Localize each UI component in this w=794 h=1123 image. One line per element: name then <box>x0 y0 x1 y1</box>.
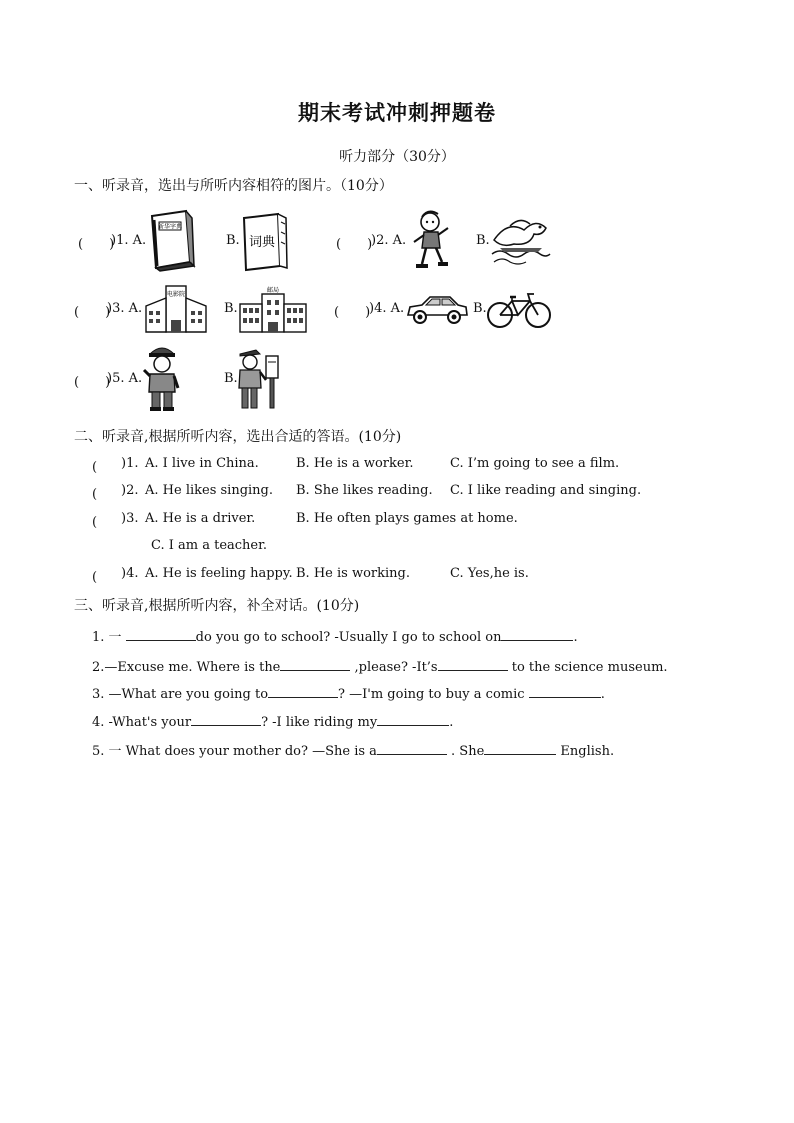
answer-paren-4[interactable]: ( ) <box>334 305 371 320</box>
s3-line-3-part-1: 3. —What are you going to <box>92 687 269 702</box>
s3-line-4-blank-1[interactable] <box>191 711 261 726</box>
s3-line-4 <box>92 711 453 730</box>
s3-line-3 <box>92 683 605 702</box>
s3-line-2-part-1: 2.—Excuse me. Where is the <box>92 660 281 675</box>
answer-paren-2[interactable]: ( ) <box>336 237 373 252</box>
book-cover-text: 词典 <box>248 235 276 250</box>
s2-question-1-option-c[interactable]: C. I’m going to see a film. <box>450 456 620 471</box>
s3-line-2-blank-1[interactable] <box>280 656 350 671</box>
question-1-label: )1. A. <box>111 233 147 248</box>
s3-line-1-part-3: . <box>573 630 578 645</box>
s3-line-4-part-2: ? -I like riding my <box>261 715 378 730</box>
answer-paren-s2-2[interactable]: ( <box>92 487 124 502</box>
s2-question-3-option-b[interactable]: B. He often plays games at home. <box>296 511 518 526</box>
post-office-sign-text: 邮局 <box>266 287 280 294</box>
book-icon <box>240 212 290 272</box>
post-office-icon <box>238 286 308 334</box>
s3-line-2-blank-2[interactable] <box>438 656 508 671</box>
s3-line-4-part-1: 4. -What's your <box>92 715 192 730</box>
s2-question-2-option-c[interactable]: C. I like reading and singing. <box>450 483 642 498</box>
s3-line-2-part-3: to the science museum. <box>507 660 668 675</box>
s2-question-2-option-b[interactable]: B. She likes reading. <box>296 483 433 498</box>
postman-icon <box>234 344 282 412</box>
answer-paren-3[interactable]: ( ) <box>74 305 111 320</box>
s3-line-5 <box>92 740 614 759</box>
s3-line-1 <box>92 626 578 645</box>
question-4-label: )4. A. <box>369 301 405 316</box>
question-2-label: )2. A. <box>371 233 407 248</box>
s3-line-1-part-2: do you go to school? -Usually I go to school on <box>195 630 502 645</box>
question-5-option-b: B. <box>224 371 238 386</box>
answer-paren-1[interactable]: ( ) <box>78 237 115 252</box>
s3-line-5-part-1: 5. 一 What does your mother do? —She is a <box>92 744 377 759</box>
section3-heading: 三、听录音,根据所听内容，补全对话。(10分) <box>74 598 360 614</box>
answer-paren-5[interactable]: ( ) <box>74 375 111 390</box>
s3-line-1-part-1: 1. 一 <box>92 630 126 645</box>
section2-heading: 二、听录音,根据所听内容，选出合适的答语。(10分) <box>74 429 402 445</box>
s2-question-2-option-a[interactable]: A. He likes singing. <box>145 483 274 498</box>
s3-line-4-part-3: . <box>449 715 454 730</box>
question-5-label: )5. A. <box>107 371 143 386</box>
question-3-label: )3. A. <box>107 301 143 316</box>
question-2-option-b: B. <box>476 233 490 248</box>
s3-line-5-blank-1[interactable] <box>377 740 447 755</box>
s3-line-5-part-3: English. <box>556 744 615 759</box>
s2-question-4-option-a[interactable]: A. He is feeling happy. <box>145 566 293 581</box>
answer-paren-s2-1[interactable]: ( <box>92 460 124 475</box>
s3-line-1-blank-1[interactable] <box>126 626 196 641</box>
s2-question-4-option-b[interactable]: B. He is working. <box>296 566 410 581</box>
question-3-option-b: B. <box>224 301 238 316</box>
page-title: 期末考试冲刺押题卷 <box>298 101 496 125</box>
s2-question-3-option-c[interactable]: C. I am a teacher. <box>151 538 268 553</box>
s3-line-3-part-2: ? —I'm going to buy a comic <box>338 687 529 702</box>
s3-line-1-blank-2[interactable] <box>501 626 573 641</box>
car-icon <box>404 291 470 327</box>
s2-question-1-option-a[interactable]: A. I live in China. <box>145 456 259 471</box>
s3-line-3-blank-2[interactable] <box>529 683 601 698</box>
s3-line-4-blank-2[interactable] <box>377 711 449 726</box>
cinema-sign-text: 电影院 <box>166 291 186 298</box>
section1-heading: 一、听录音，选出与所听内容相符的图片。（10分） <box>74 178 393 194</box>
bicycle-icon <box>486 289 552 331</box>
answer-paren-s2-4[interactable]: ( <box>92 570 124 585</box>
cinema-icon <box>144 284 208 334</box>
s2-question-1-num: )1. <box>121 456 139 471</box>
answer-paren-s2-3[interactable]: ( <box>92 515 124 530</box>
s2-question-1-option-b[interactable]: B. He is a worker. <box>296 456 414 471</box>
s2-question-2-num: )2. <box>121 483 139 498</box>
question-1-option-b: B. <box>226 233 240 248</box>
dictionary-icon <box>146 208 198 272</box>
s3-line-5-part-2: . She <box>446 744 485 759</box>
s2-question-3-num: )3. <box>121 511 139 526</box>
page-subtitle: 听力部分（30分） <box>339 149 455 165</box>
skating-boy-icon <box>410 208 452 272</box>
s2-question-4-option-c[interactable]: C. Yes,he is. <box>450 566 529 581</box>
s2-question-3-option-a[interactable]: A. He is a driver. <box>145 511 256 526</box>
question-4-option-b: B. <box>473 301 487 316</box>
s3-line-3-part-3: . <box>600 687 605 702</box>
dragon-boat-icon <box>490 212 552 268</box>
s3-line-5-blank-2[interactable] <box>484 740 556 755</box>
s2-question-4-num: )4. <box>121 566 139 581</box>
s3-line-3-blank-1[interactable] <box>268 683 338 698</box>
s3-line-2 <box>92 656 668 675</box>
s3-line-2-part-2: ,please? -It’s <box>350 660 438 675</box>
dictionary-cover-text: 新华字典 <box>157 223 183 231</box>
police-officer-icon <box>142 342 182 412</box>
